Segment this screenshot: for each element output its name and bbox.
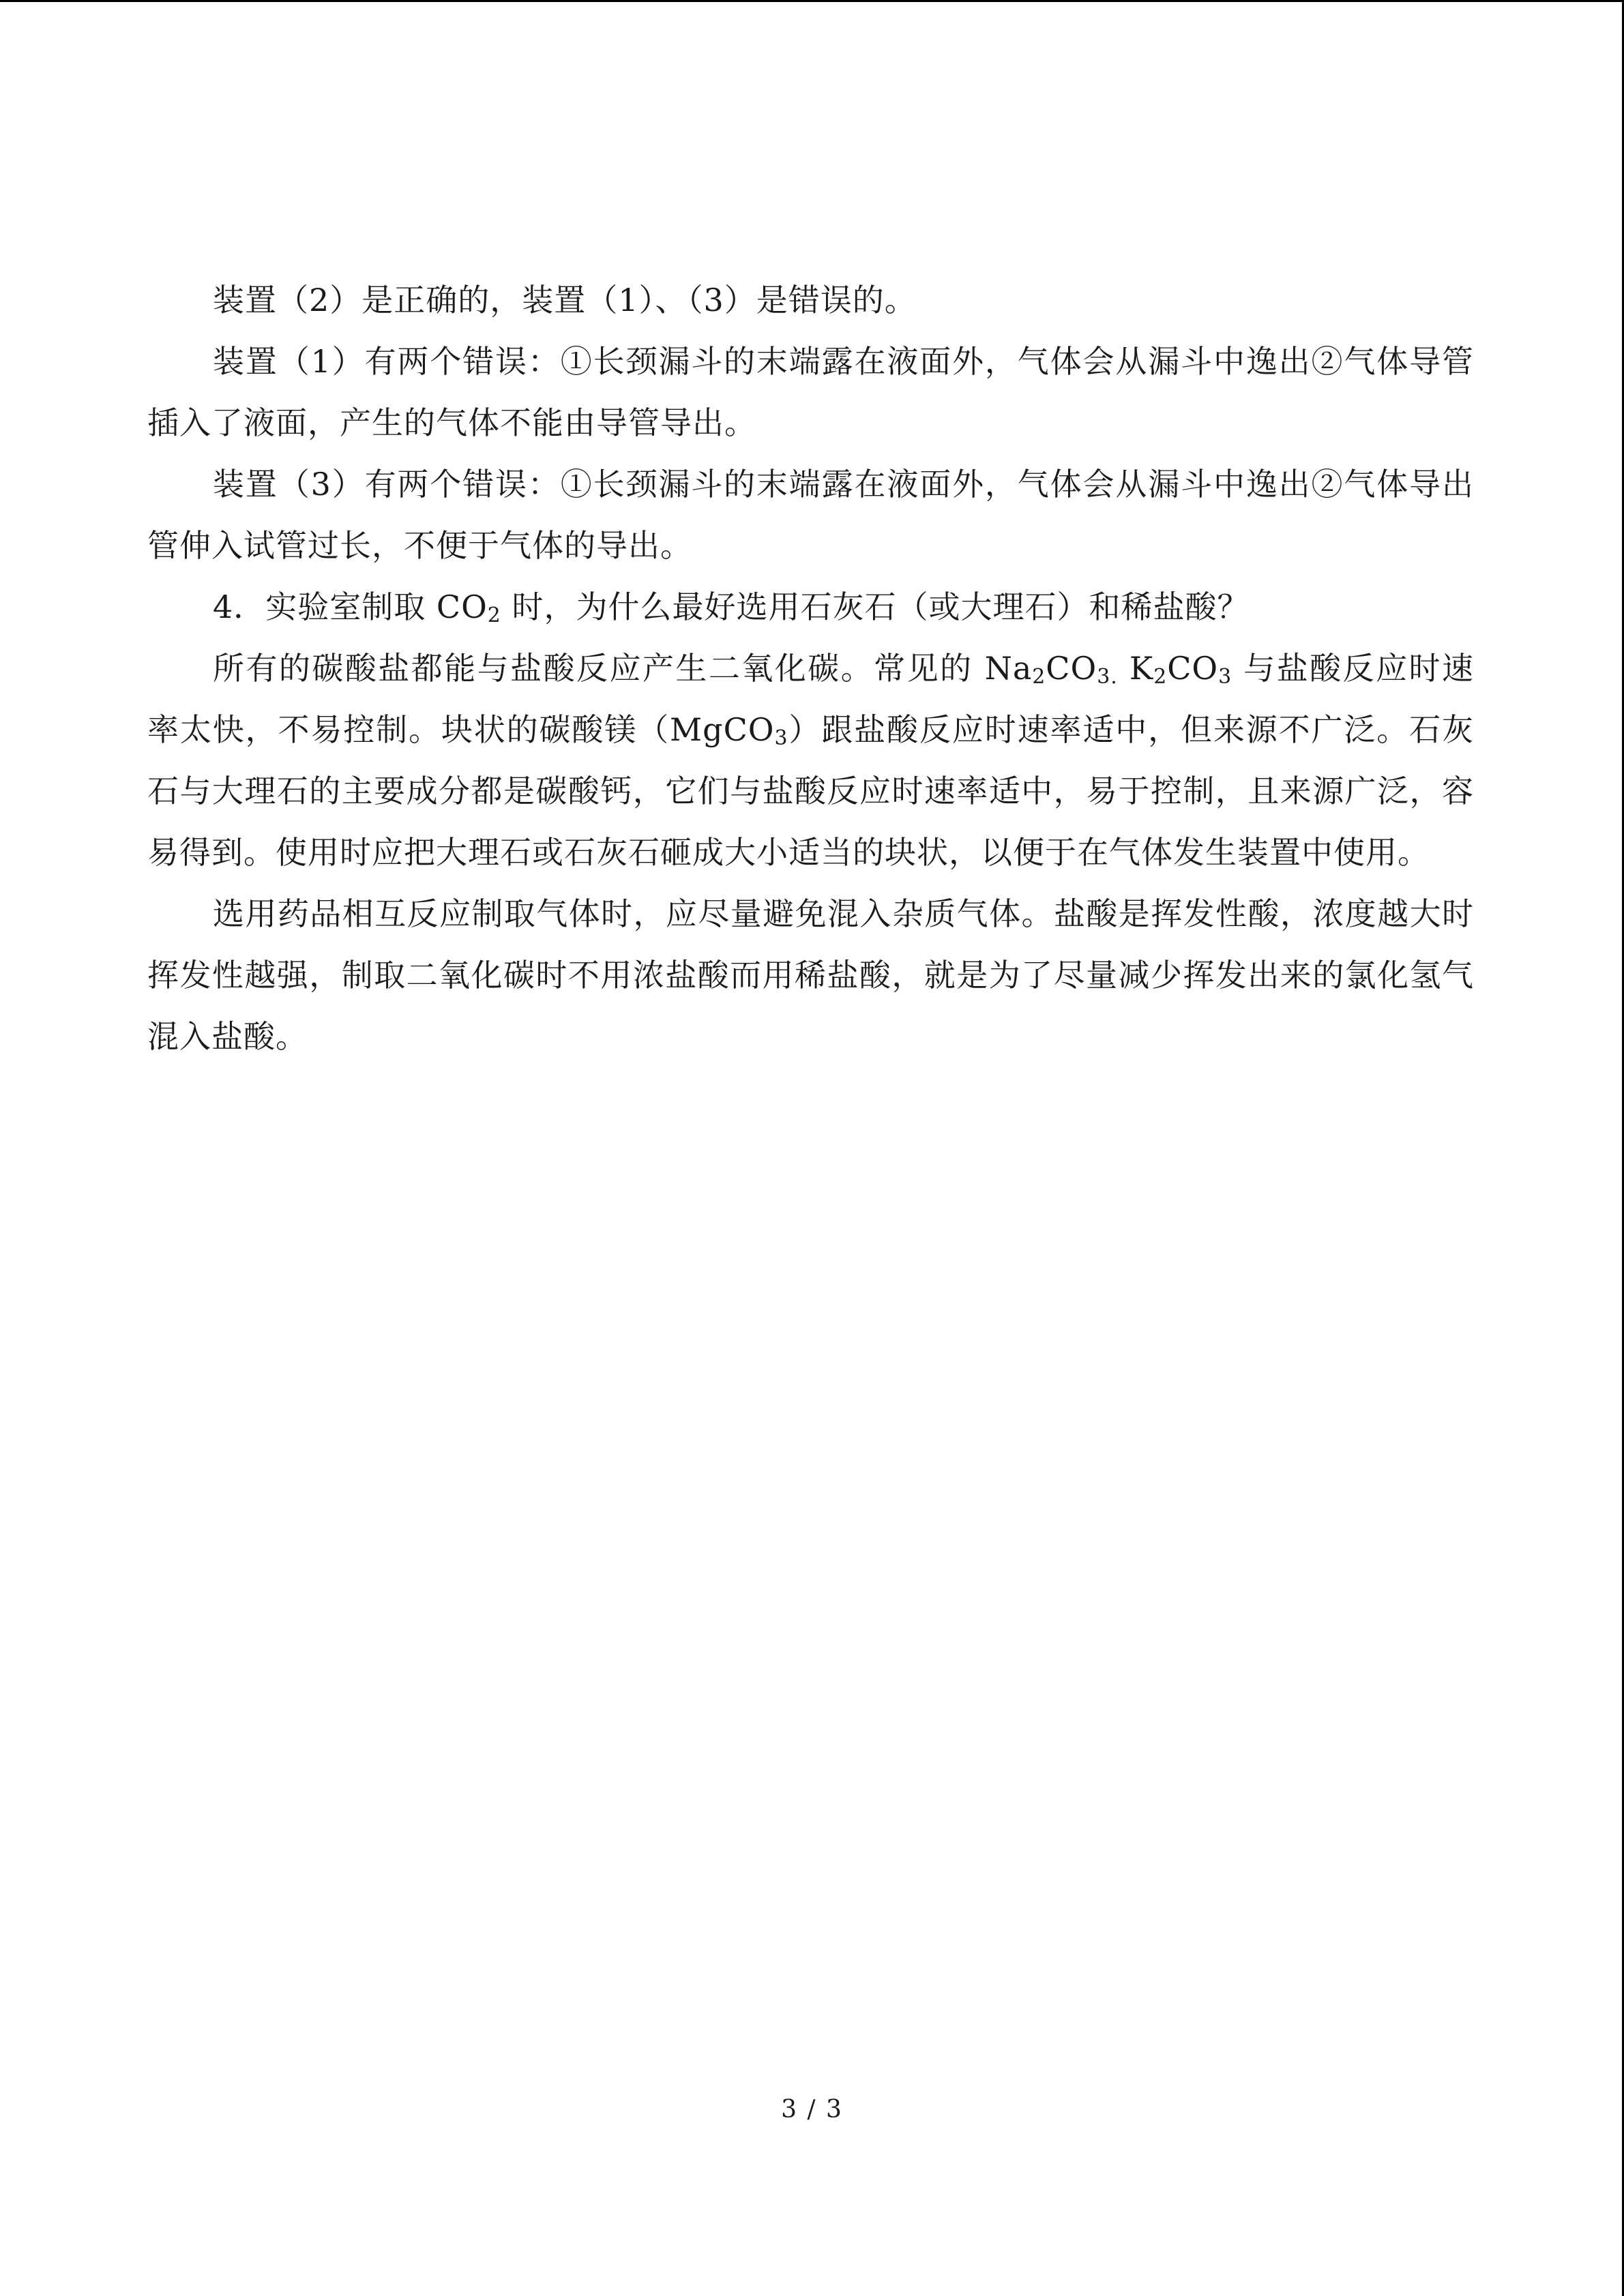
document-body: [147, 269, 1474, 1067]
subscript-text: 2: [1153, 664, 1168, 689]
page-number: 3 / 3: [781, 2096, 843, 2123]
text-run: 装置（1）有两个错误：①长颈漏斗的末端露在液面外，气体会从漏斗中逸出②气体导管插入了液面，产生的气体不能由导管导出。: [147, 343, 1474, 441]
subscript-text: 2: [1032, 664, 1046, 689]
paragraph: [147, 269, 1474, 331]
text-run: 装置（2）是正确的，装置（1）、（3）是错误的。: [213, 282, 917, 318]
question-heading: [147, 576, 1474, 638]
text-run: 时，为什么最好选用石灰石（或大理石）和稀盐酸？: [501, 588, 1250, 625]
subscript-text: 3: [1218, 664, 1232, 689]
text-run: 所有的碳酸盐都能与盐酸反应产生二氧化碳。常见的 Na: [213, 650, 1033, 687]
paragraph: [147, 453, 1474, 576]
paragraph: [147, 331, 1474, 453]
text-run: CO: [1046, 650, 1097, 687]
subscript-text: 3.: [1097, 664, 1118, 689]
text-run: ）跟盐酸反应时速率适中，但来源不广泛。石灰石与大理石的主要成分都是碳酸钙，它们与盐酸反应时速率适中，易于控制，且来源广泛，容易得到。使用时应把大理石或石灰石砸成大小适当的块状，以便于在气体发生装置中使用。: [147, 711, 1474, 871]
subscript-text: 2: [487, 603, 501, 627]
subscript-text: 3: [774, 726, 788, 750]
text-run: CO: [1167, 650, 1219, 687]
text-run: K: [1117, 650, 1154, 687]
text-run: 与盐酸反应时速率太快，不易控制。块状的碳酸镁（MgCO: [147, 650, 1475, 748]
text-run: 装置（3）有两个错误：①长颈漏斗的末端露在液面外，气体会从漏斗中逸出②气体导出管伸入试管过长，不便于气体的导出。: [147, 466, 1474, 564]
text-run: 4．实验室制取 CO: [213, 588, 488, 625]
text-run: 选用药品相互反应制取气体时，应尽量避免混入杂质气体。盐酸是挥发性酸，浓度越大时挥发性越强，制取二氧化碳时不用浓盐酸而用稀盐酸，就是为了尽量减少挥发出来的氯化氢气混入盐酸。: [147, 895, 1474, 1055]
paragraph: [147, 638, 1474, 883]
paragraph: [147, 883, 1474, 1067]
